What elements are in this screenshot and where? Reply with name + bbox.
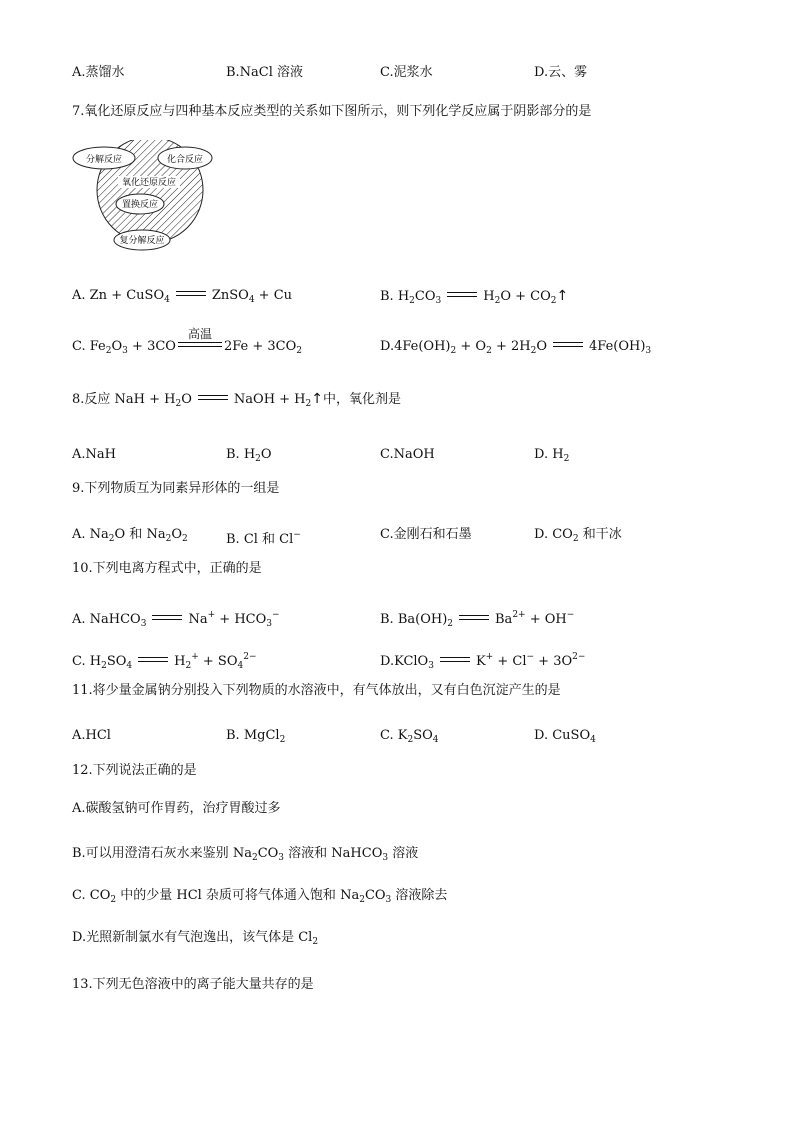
q9-option-a: A. $Na_2O$ 和 $Na_2O_2$ (72, 527, 188, 544)
q10-option-d: D.KClO$_3$ $K^+ + Cl^- + 3O^{2-}$ (380, 652, 586, 671)
q7-option-c: C. $Fe_2O_3 + 3CO$ 高温 $2Fe + 3CO_2$ (72, 327, 302, 356)
q8-option-c: C.NaOH (380, 447, 435, 462)
q11-option-d: D. CuSO$_4$ (534, 728, 596, 745)
q11-option-a: A.HCl (72, 728, 111, 743)
label-displacement: 置换反应 (121, 200, 159, 210)
q8-option-b: B. $H_2O$ (226, 447, 272, 464)
q10-option-b: B. $Ba(OH)_2$ $Ba^{2+} + OH^-$ (380, 610, 575, 629)
q8-stem: 8.反应 NaH + $H_2O$ NaOH + $H_2↑$中，氧化剂是 (72, 391, 402, 409)
q11-option-c: C. $K_2SO_4$ (380, 728, 439, 745)
label-double-decomposition: 复分解反应 (119, 236, 165, 246)
q7-option-b: B. $H_2CO_3$ $H_2O$ + $CO_2↑$ (380, 288, 569, 306)
label-redox: 氧化还原反应 (121, 178, 177, 188)
condition-high-temp: 高温 (187, 327, 212, 341)
q6-option-a: A.蒸馏水 (72, 65, 125, 80)
label-decomposition: 分解反应 (85, 155, 123, 165)
q8-stem-end: 中，氧化剂是 (323, 392, 402, 407)
q9-stem: 9.下列物质互为同素异形体的一组是 (72, 481, 280, 496)
q10-option-c: C. $H_2SO_4$ $H_2^+ + SO_4^{2-}$ (72, 652, 257, 671)
venn-diagram (70, 140, 230, 252)
q6-option-d: D.云、雾 (534, 65, 588, 80)
q11-option-b: B. MgCl$_2$ (226, 728, 286, 745)
q13-stem: 13.下列无色溶液中的离子能大量共存的是 (72, 977, 314, 992)
q10-stem: 10.下列电离方程式中，正确的是 (72, 561, 262, 576)
q12-option-a: A.碳酸氢钠可作胃药，治疗胃酸过多 (72, 801, 281, 816)
q12-option-c: C. $CO_2$ 中的少量 HCl 杂质可将气体通入饱和 $Na_2CO_3$ 溶液除去 (72, 888, 448, 905)
q6-option-c: C.泥浆水 (380, 65, 433, 80)
q8-option-a: A.NaH (72, 447, 116, 462)
q8-stem-start: 8.反应 (72, 392, 111, 407)
q12-option-d: D.光照新制氯水有气泡逸出，该气体是 $Cl_2$ (72, 930, 319, 947)
q9-option-d: D. $CO_2$ 和干冰 (534, 527, 622, 544)
q6-option-b: B.NaCl 溶液 (226, 65, 304, 80)
q7-stem: 7.氧化还原反应与四种基本反应类型的关系如下图所示，则下列化学反应属于阴影部分的是 (72, 104, 592, 119)
q8-option-d: D. $H_2$ (534, 447, 570, 464)
q9-option-b: B. Cl 和 Cl− (226, 530, 301, 547)
q10-option-a: A. NaHCO$_3$ $Na^+ + HCO_3^-$ (72, 610, 280, 629)
q12-option-b: B.可以用澄清石灰水来鉴别 $Na_2CO_3$ 溶液和 NaHCO$_3$ 溶液 (72, 846, 419, 863)
q11-stem: 11.将少量金属钠分别投入下列物质的水溶液中，有气体放出，又有白色沉淀产生的是 (72, 683, 561, 698)
q9-option-c: C.金刚石和石墨 (380, 527, 472, 542)
q7-option-d: $D.4Fe(OH)_2 + O_2 + 2H_2O$ $4Fe(OH)_3$ (380, 339, 652, 356)
label-combination: 化合反应 (166, 155, 204, 165)
q12-stem: 12.下列说法正确的是 (72, 763, 197, 778)
q7-option-a: A. Zn + CuSO$_4$ ZnSO$_4$ + Cu (72, 288, 293, 305)
